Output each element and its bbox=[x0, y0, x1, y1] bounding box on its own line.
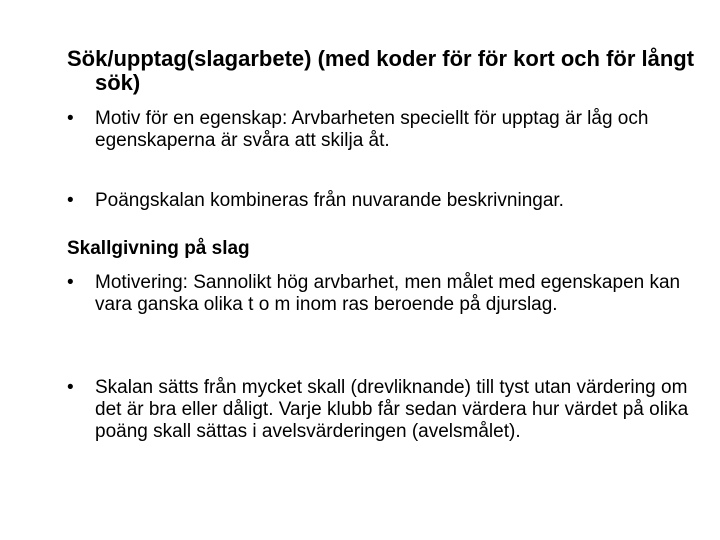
section-heading-sok-upptag: Sök/upptag(slagarbete) (med koder för för kort och för långt sök) bbox=[67, 46, 695, 95]
bullet-item bbox=[67, 272, 697, 316]
bullet-item bbox=[67, 108, 697, 152]
bullet-text: Skalan sätts från mycket skall (drevliknande) till tyst utan värdering om det är bra eller dåligt. Varje klubb får sedan värdera hur värdet på olika poäng skall sättas i avelsvärderingen (avelsmålet). bbox=[95, 377, 689, 442]
bullet-icon: • bbox=[67, 108, 74, 129]
bullet-item bbox=[67, 190, 697, 212]
bullet-text: Motivering: Sannolikt hög arvbarhet, men målet med egenskapen kan vara ganska olika t o m inom ras beroende på djurslag. bbox=[95, 272, 681, 315]
bullet-text: Motiv för en egenskap: Arvbarheten speciellt för upptag är låg och egenskaperna är svåra att skilja åt. bbox=[95, 108, 649, 151]
bullet-icon: • bbox=[67, 377, 74, 398]
bullet-icon: • bbox=[67, 272, 74, 293]
bullet-text: Poängskalan kombineras från nuvarande beskrivningar. bbox=[95, 190, 564, 211]
bullet-icon: • bbox=[67, 190, 74, 211]
bullet-item bbox=[67, 377, 697, 443]
section-heading-skallgivning: Skallgivning på slag bbox=[67, 238, 250, 259]
